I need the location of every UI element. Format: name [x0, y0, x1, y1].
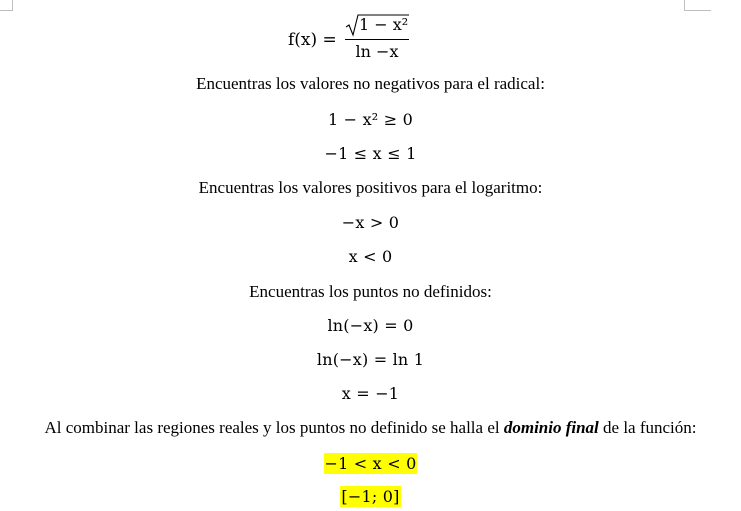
formula-lhs: f(x) = [288, 30, 337, 50]
fraction-bar [345, 39, 409, 40]
undefined-equation-1: ln(−x) = 0 [327, 316, 414, 335]
combine-text-before: Al combinar las regiones reales y los puntos no definido se halla el [44, 418, 504, 437]
undefined-intro: Encuentras los puntos no definidos: [249, 282, 492, 301]
final-inequality-line [0, 454, 741, 473]
undefined-equation-2: ln(−x) = ln 1 [316, 350, 425, 369]
dominio-final-term: dominio final [503, 418, 599, 437]
formula-radicand: 1 − x² [359, 15, 409, 34]
final-interval-line [0, 487, 741, 506]
log-result: x < 0 [348, 247, 393, 266]
radical-range: −1 ≤ x ≤ 1 [324, 144, 417, 163]
formula-denominator: ln −x [355, 42, 399, 61]
radical-intro: Encuentras los valores no negativos para el radical: [196, 74, 545, 93]
final-interval: [−1; 0] [341, 487, 400, 506]
formula-numerator [345, 12, 409, 38]
combine-text-after: de la función: [598, 418, 697, 437]
combine-sentence [0, 418, 741, 438]
undefined-equation-3: x = −1 [341, 384, 400, 403]
log-intro: Encuentras los valores positivos para el logaritmo: [198, 178, 543, 197]
margin-corner-mark [684, 0, 711, 11]
margin-corner-mark [0, 0, 13, 11]
radical-inequality: 1 − x² ≥ 0 [328, 110, 413, 129]
final-inequality: −1 < x < 0 [324, 454, 417, 473]
log-inequality: −x > 0 [341, 213, 400, 232]
formula-fraction [345, 12, 409, 64]
